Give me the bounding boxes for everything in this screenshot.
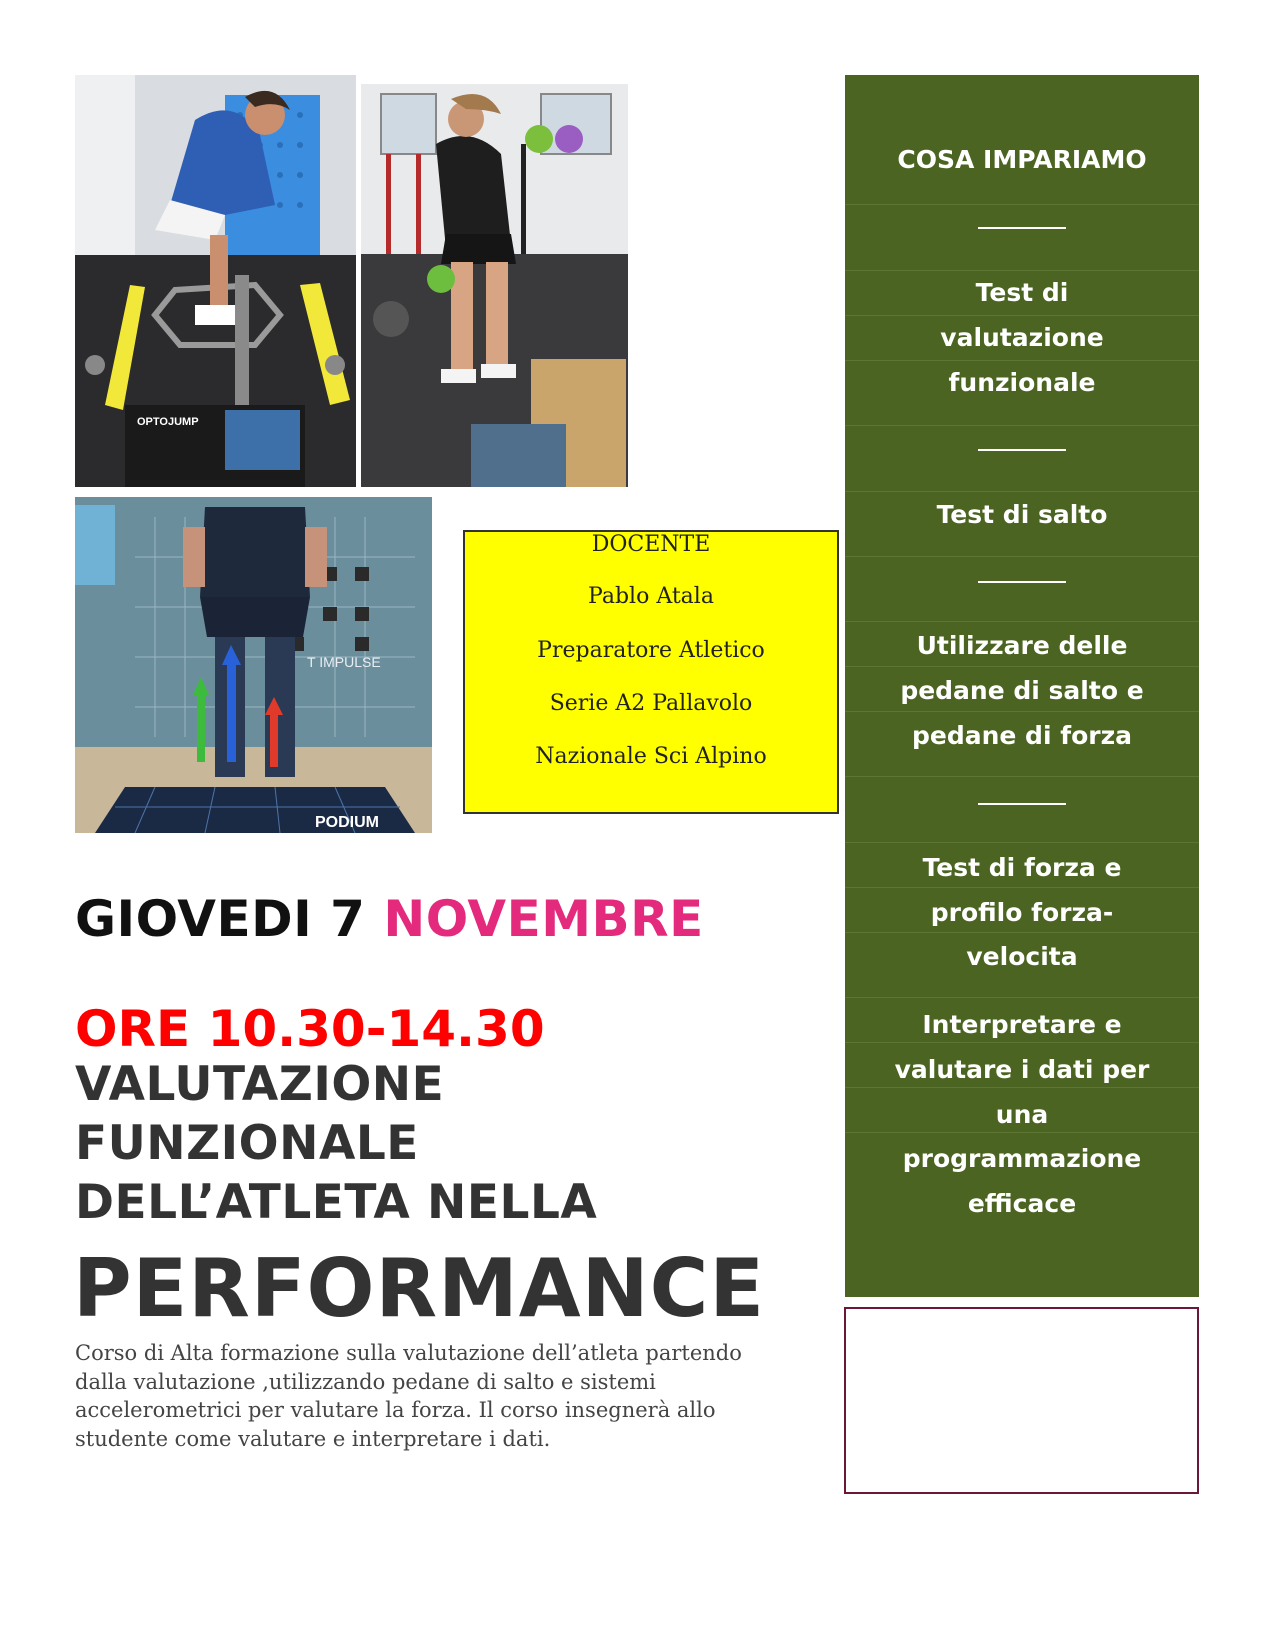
sidebar-item-4-line-2: profilo forza- bbox=[930, 898, 1114, 927]
sidebar-item-1-line-3: funzionale bbox=[948, 368, 1096, 397]
course-description: Corso di Alta formazione sulla valutazione dell’atleta partendo dalla valutazione ,utilizzando pedane di salto e sistemi accelerometrici per valutare la forza. Il corso insegnerà allo studente come valutare e interpretare i dati. bbox=[75, 1341, 742, 1451]
event-date bbox=[75, 890, 704, 948]
optojump-label: OPTOJUMP bbox=[137, 416, 199, 428]
title-line-1: VALUTAZIONE bbox=[75, 1057, 445, 1112]
sidebar-item-2: Test di salto bbox=[936, 500, 1108, 529]
sidebar-item-1-line-1: Test di bbox=[975, 278, 1069, 307]
title-line-2: FUNZIONALE bbox=[75, 1116, 419, 1171]
docente-heading: DOCENTE bbox=[591, 532, 711, 557]
sidebar-item-4-line-1: Test di forza e bbox=[922, 853, 1122, 882]
sidebar-item-5-line-1: Interpretare e bbox=[922, 1010, 1122, 1039]
athlete-jump-gym-photo bbox=[361, 84, 628, 487]
sidebar-item-5-line-2: valutare i dati per bbox=[894, 1055, 1150, 1084]
podium-label: PODIUM bbox=[315, 814, 379, 831]
sidebar-item-3-line-1: Utilizzare delle bbox=[916, 631, 1128, 660]
sidebar-item-4-line-3: velocita bbox=[966, 942, 1078, 971]
docente-national-team: Nazionale Sci Alpino bbox=[535, 744, 767, 769]
sidebar-item-3-line-2: pedane di salto e bbox=[900, 676, 1144, 705]
event-time: ORE 10.30-14.30 bbox=[75, 1000, 545, 1058]
impulse-label: T IMPULSE bbox=[307, 654, 381, 670]
divider bbox=[978, 227, 1066, 229]
docente-role: Preparatore Atletico bbox=[537, 638, 765, 663]
sidebar-item-5-line-5: efficace bbox=[967, 1189, 1077, 1218]
learning-sidebar bbox=[845, 75, 1199, 1297]
sidebar-item-3-line-3: pedane di forza bbox=[911, 721, 1133, 750]
sidebar-heading: COSA IMPARIAMO bbox=[897, 145, 1147, 174]
sidebar-item-1-line-2: valutazione bbox=[940, 323, 1104, 352]
divider bbox=[978, 581, 1066, 583]
sidebar-item-5-line-3: una bbox=[995, 1100, 1049, 1129]
title-line-3: DELL’ATLETA NELLA bbox=[75, 1175, 598, 1230]
docente-team: Serie A2 Pallavolo bbox=[549, 691, 753, 716]
athlete-force-platform-photo bbox=[75, 497, 432, 833]
event-month: NOVEMBRE bbox=[383, 890, 704, 948]
event-day: GIOVEDI 7 bbox=[75, 890, 366, 948]
empty-frame-box bbox=[844, 1307, 1199, 1494]
divider bbox=[978, 449, 1066, 451]
athlete-hexbar-jump-photo bbox=[75, 75, 356, 487]
sidebar-item-5-line-4: programmazione bbox=[902, 1144, 1142, 1173]
divider bbox=[978, 803, 1066, 805]
docente-box bbox=[463, 530, 839, 814]
docente-name: Pablo Atala bbox=[588, 584, 714, 609]
title-performance: PERFORMANCE bbox=[73, 1242, 765, 1335]
